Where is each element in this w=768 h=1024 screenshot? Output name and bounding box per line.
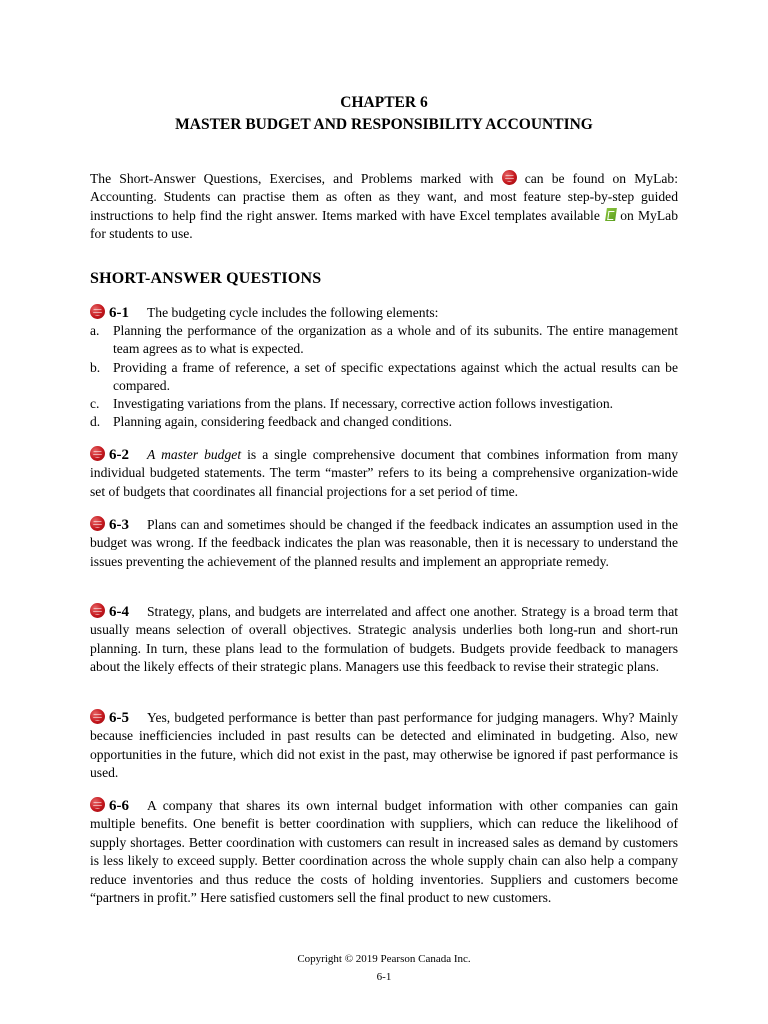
question-text: Yes, budgeted performance is better than past performance for judging managers. Why? Mainly because inefficiencies included in past results can be detected and eliminated in budgeting. Also, new opportunities in the future, which did not exist in the past, may otherwise be ignored if past performance is used. — [90, 710, 678, 781]
intro-text-3: on MyLab for students to use. — [90, 207, 678, 242]
question-6-6 — [90, 797, 678, 907]
question-text: A company that shares its own internal budget information with other companies can gain multiple benefits. One benefit is better coordination with suppliers, which can reduce the likelihood of supply shortages. Better coordination with customers can result in increased sales as demand by customers is less likely to exceed supply. Better coordination across the whole supply chain can also help a company reduce inventories and thus reduce the costs of holding inventories. Suppliers and customers become “partners in profit.” Here satisfied customers sell the final product to new customers. — [90, 798, 678, 906]
list-item — [90, 322, 678, 359]
question-number: 6-6 — [109, 798, 129, 814]
mylab-globe-icon — [90, 304, 105, 319]
mylab-globe-icon — [90, 709, 105, 724]
mylab-globe-icon — [90, 603, 105, 618]
list-item — [90, 395, 678, 413]
question-6-2 — [90, 446, 678, 501]
chapter-title: MASTER BUDGET AND RESPONSIBILITY ACCOUNTING — [175, 116, 593, 133]
mylab-globe-icon — [90, 797, 105, 812]
list-item-text: Providing a frame of reference, a set of specific expectations against which the actual results can be compared. — [113, 360, 678, 394]
question-number: 6-4 — [109, 604, 129, 620]
question-number: 6-2 — [109, 447, 129, 463]
question-6-3 — [90, 516, 678, 571]
question-number: 6-3 — [109, 517, 129, 533]
list-item — [90, 359, 678, 396]
question-6-4 — [90, 603, 678, 677]
question-6-1 — [90, 304, 678, 322]
question-number: 6-1 — [109, 305, 129, 321]
list-item-label: d. — [90, 414, 101, 429]
list-item-text: Planning again, considering feedback and changed conditions. — [113, 414, 452, 429]
excel-icon — [605, 208, 617, 221]
section-heading: SHORT-ANSWER QUESTIONS — [90, 270, 322, 287]
intro-text-2: can be found on MyLab: Accounting. Students can practise them as often as they want, and most feature step-by-step guided instructions to help find the right answer. Items marked with have Excel templates available — [90, 171, 678, 223]
list-item-text: Planning the performance of the organization as a whole and of its subunits. The entire management team agrees as to what is expected. — [113, 323, 678, 357]
list-item-label: c. — [90, 396, 100, 411]
question-term: A master budget — [147, 447, 242, 462]
mylab-globe-icon — [502, 170, 517, 185]
footer-page-number: 6-1 — [376, 971, 392, 983]
list-item — [90, 413, 678, 431]
mylab-globe-icon — [90, 446, 105, 461]
chapter-number: CHAPTER 6 — [340, 94, 428, 111]
intro-text-1: The Short-Answer Questions, Exercises, and Problems marked with — [90, 171, 502, 186]
intro-paragraph — [90, 170, 678, 244]
list-item-text: Investigating variations from the plans. If necessary, corrective action follows investigation. — [113, 396, 614, 411]
list-item-label: b. — [90, 360, 101, 375]
mylab-globe-icon — [90, 516, 105, 531]
question-text: Plans can and sometimes should be changed if the feedback indicates an assumption used in the budget was wrong. If the feedback indicates the plan was reasonable, then it is necessary to understand the issues preventing the achievement of the planned results and implement an appropriate remedy. — [90, 517, 678, 569]
footer-copyright: Copyright © 2019 Pearson Canada Inc. — [297, 953, 471, 965]
question-number: 6-5 — [109, 710, 129, 726]
question-text: is a single comprehensive document that combines information from many individual budgeted statements. The term “master” refers to its being a comprehensive organization-wide set of budgets that coordinates all financial projections for a set period of time. — [90, 447, 678, 499]
question-6-5 — [90, 709, 678, 783]
question-text: Strategy, plans, and budgets are interrelated and affect one another. Strategy is a broad term that usually means selection of overall objectives. Strategic analysis underlies both long-run and short-run planning. In turn, these plans lead to the formulation of budgets. Budgets provide feedback to managers about the likely effects of their strategic plans. Managers use this feedback to revise their strategic plans. — [90, 604, 678, 675]
question-text: The budgeting cycle includes the following elements: — [147, 305, 439, 320]
list-item-label: a. — [90, 323, 100, 338]
